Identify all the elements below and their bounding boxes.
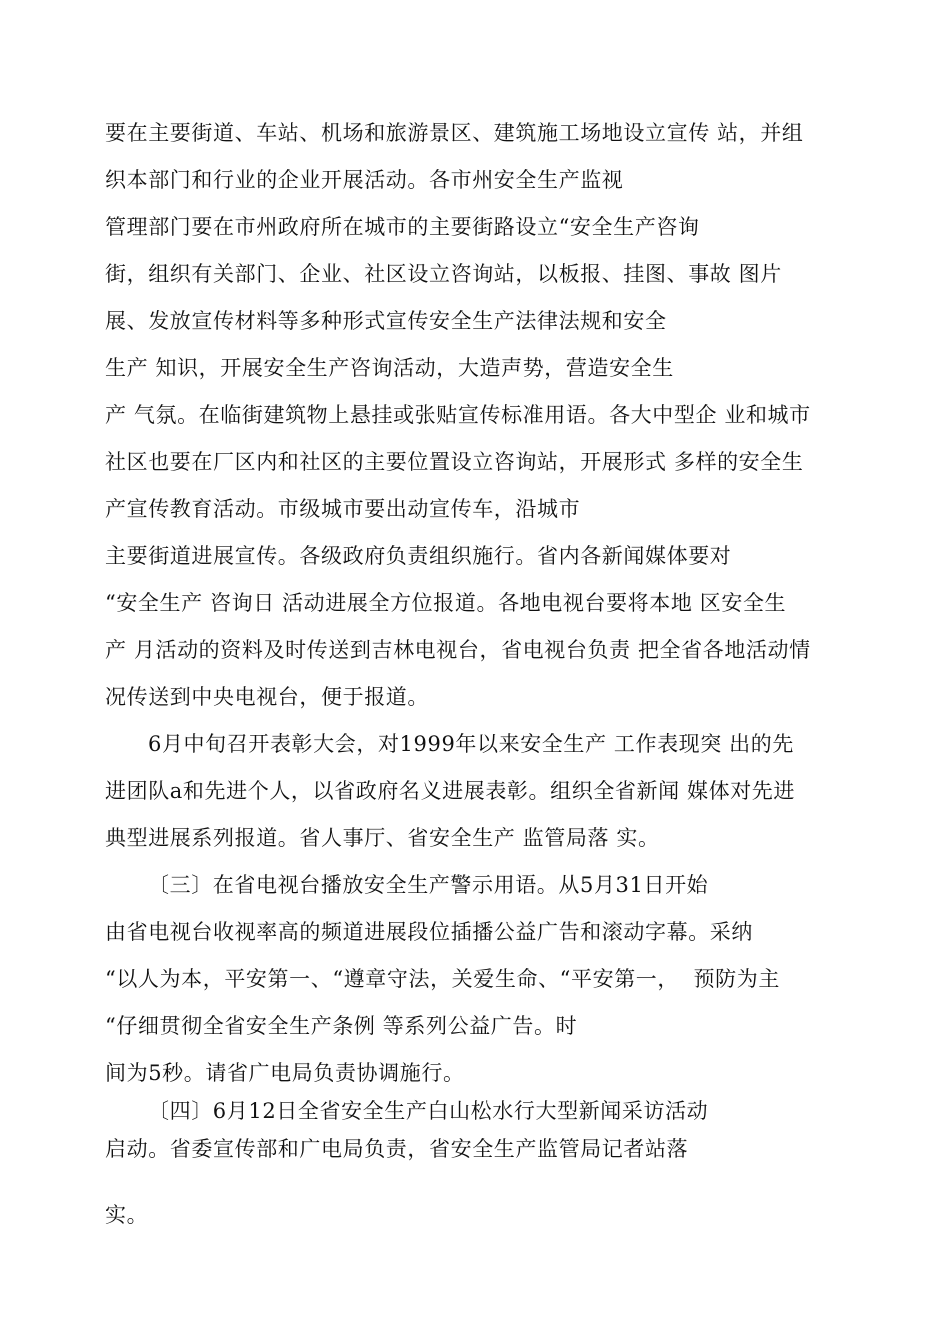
text-line: 社区也要在厂区内和社区的主要位置设立咨询站，开展形式 多样的安全生 bbox=[105, 450, 804, 474]
text-line: 产宣传教育活动。市级城市要出动宣传车，沿城市 bbox=[105, 497, 581, 521]
text-line: 产 气氛。在临街建筑物上悬挂或张贴宣传标准用语。各大中型企 业和城市 bbox=[105, 403, 811, 427]
text-line: 生产 知识，开展安全生产咨询活动，大造声势，营造安全生 bbox=[105, 356, 674, 380]
text-line: 管理部门要在市州政府所在城市的主要街路设立“安全生产咨询 bbox=[105, 215, 700, 239]
text-line: 展、发放宣传材料等多种形式宣传安全生产法律法规和安全 bbox=[105, 309, 667, 333]
text-line: 要在主要街道、车站、机场和旅游景区、建筑施工场地设立宣传 站，并组 bbox=[105, 121, 804, 145]
text-line: “以人为本，平安第一、“遵章守法，关爱生命、“平安第一， 预防为主 bbox=[105, 967, 780, 991]
text-line: 主要街道进展宣传。各级政府负责组织施行。省内各新闻媒体要对 bbox=[105, 544, 732, 568]
text-line: 典型进展系列报道。省人事厅、省安全生产 监管局落 实。 bbox=[105, 826, 660, 850]
text-line: 〔三〕在省电视台播放安全生产警示用语。从5月31日开始 bbox=[148, 873, 709, 897]
text-line: 实。 bbox=[105, 1203, 149, 1227]
text-line: 由省电视台收视率高的频道进展段位插播公益广告和滚动字幕。采纳 bbox=[105, 920, 753, 944]
text-line: 进团队a和先进个人，以省政府名义进展表彰。组织全省新闻 媒体对先进 bbox=[105, 779, 795, 803]
text-line: “安全生产 咨询日 活动进展全方位报道。各地电视台要将本地 区安全生 bbox=[105, 591, 787, 615]
text-line: 街，组织有关部门、企业、社区设立咨询站，以板报、挂图、事故 图片 bbox=[105, 262, 782, 286]
text-line: 〔四〕6月12日全省安全生产白山松水行大型新闻采访活动 bbox=[148, 1099, 709, 1123]
text-line: “仔细贯彻全省安全生产条例 等系列公益广告。时 bbox=[105, 1014, 578, 1038]
text-line: 织本部门和行业的企业开展活动。各市州安全生产监视 bbox=[105, 168, 624, 192]
text-line: 况传送到中央电视台，便于报道。 bbox=[105, 685, 429, 709]
text-line: 启动。省委宣传部和广电局负责，省安全生产监管局记者站落 bbox=[105, 1137, 689, 1161]
text-line: 产 月活动的资料及时传送到吉林电视台，省电视台负责 把全省各地活动情 bbox=[105, 638, 811, 662]
text-line: 6月中旬召开表彰大会，对1999年以来安全生产 工作表现突 出的先 bbox=[148, 732, 794, 756]
text-line: 间为5秒。请省广电局负责协调施行。 bbox=[105, 1061, 465, 1085]
